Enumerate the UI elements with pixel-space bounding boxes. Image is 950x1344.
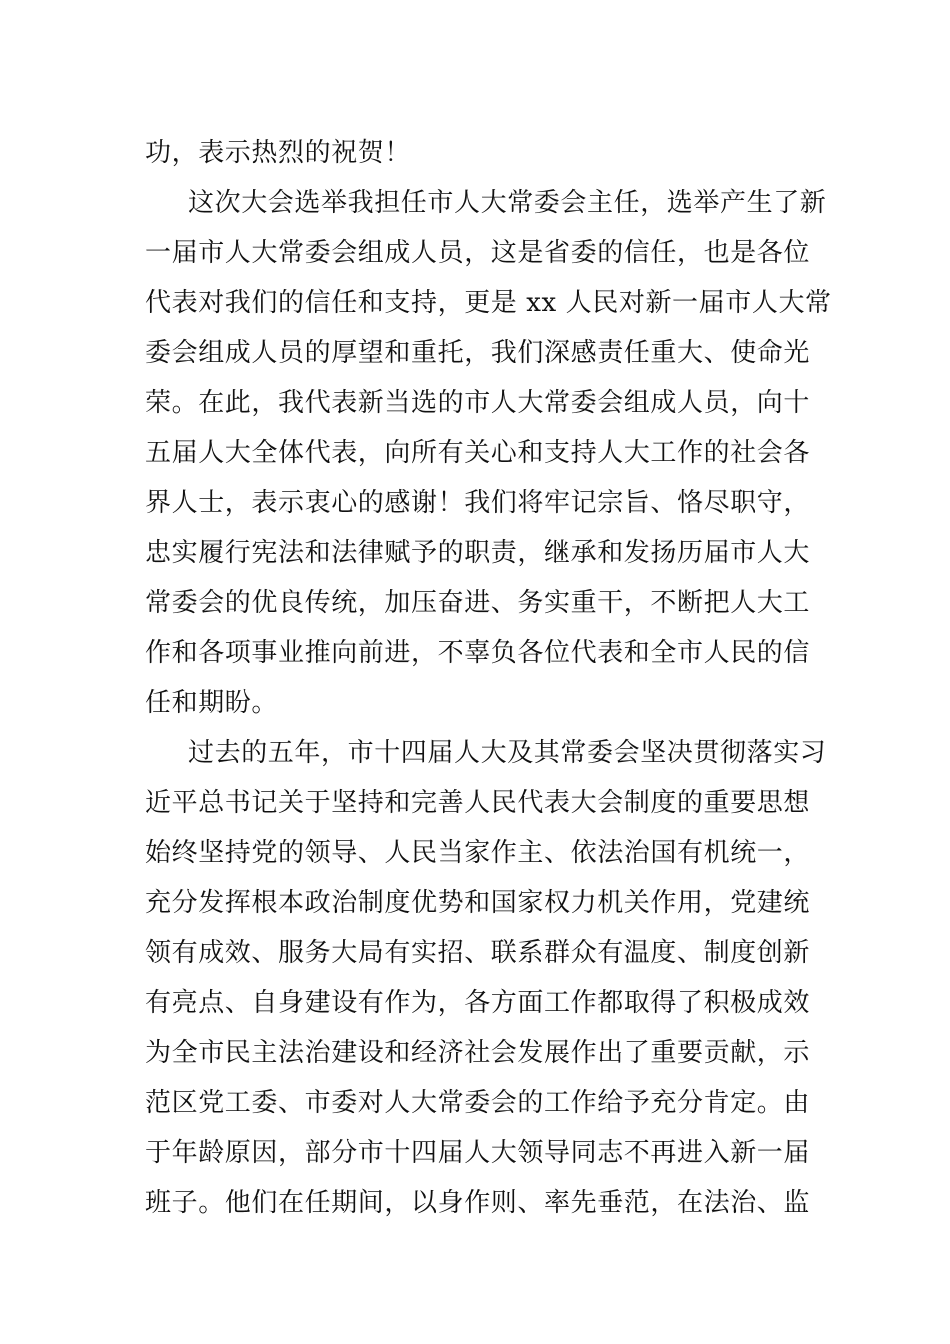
text-line: 界人士，表示衷心的感谢！我们将牢记宗旨、恪尽职守， xyxy=(145,488,811,518)
text-line: 五届人大全体代表，向所有关心和支持人大工作的社会各 xyxy=(145,438,811,468)
text-line: 荣。在此，我代表新当选的市人大常委会组成人员，向十 xyxy=(145,388,811,418)
text-line: 近平总书记关于坚持和完善人民代表大会制度的重要思想 xyxy=(145,788,811,818)
text-line: 任和期盼。 xyxy=(145,688,279,718)
text-line: 常委会的优良传统，加压奋进、务实重干，不断把人大工 xyxy=(145,588,811,618)
text-line: 范区党工委、市委对人大常委会的工作给予充分肯定。由 xyxy=(145,1088,811,1118)
text-line: 始终坚持党的领导、人民当家作主、依法治国有机统一， xyxy=(145,838,811,868)
text-line: 领有成效、服务大局有实招、联系群众有温度、制度创新 xyxy=(145,938,811,968)
text-line: 有亮点、自身建设有作为，各方面工作都取得了积极成效 xyxy=(145,988,811,1018)
paragraph-start-line: 这次大会选举我担任市人大常委会主任，选举产生了新 xyxy=(188,188,827,218)
text-line: 委会组成人员的厚望和重托，我们深感责任重大、使命光 xyxy=(145,338,811,368)
text-line: 代表对我们的信任和支持，更是 xx 人民对新一届市人大常 xyxy=(145,288,832,318)
text-line: 一届市人大常委会组成人员，这是省委的信任，也是各位 xyxy=(145,238,811,268)
text-line: 为全市民主法治建设和经济社会发展作出了重要贡献，示 xyxy=(145,1038,811,1068)
text-line: 充分发挥根本政治制度优势和国家权力机关作用，党建统 xyxy=(145,888,811,918)
text-line: 于年龄原因，部分市十四届人大领导同志不再进入新一届 xyxy=(145,1138,811,1168)
text-line: 忠实履行宪法和法律赋予的职责，继承和发扬历届市人大 xyxy=(145,538,811,568)
text-line: 作和各项事业推向前进，不辜负各位代表和全市人民的信 xyxy=(145,638,811,668)
text-line: 班子。他们在任期间，以身作则、率先垂范，在法治、监 xyxy=(145,1188,811,1218)
paragraph-start-line: 过去的五年，市十四届人大及其常委会坚决贯彻落实习 xyxy=(188,738,827,768)
text-line: 功，表示热烈的祝贺！ xyxy=(145,138,412,168)
